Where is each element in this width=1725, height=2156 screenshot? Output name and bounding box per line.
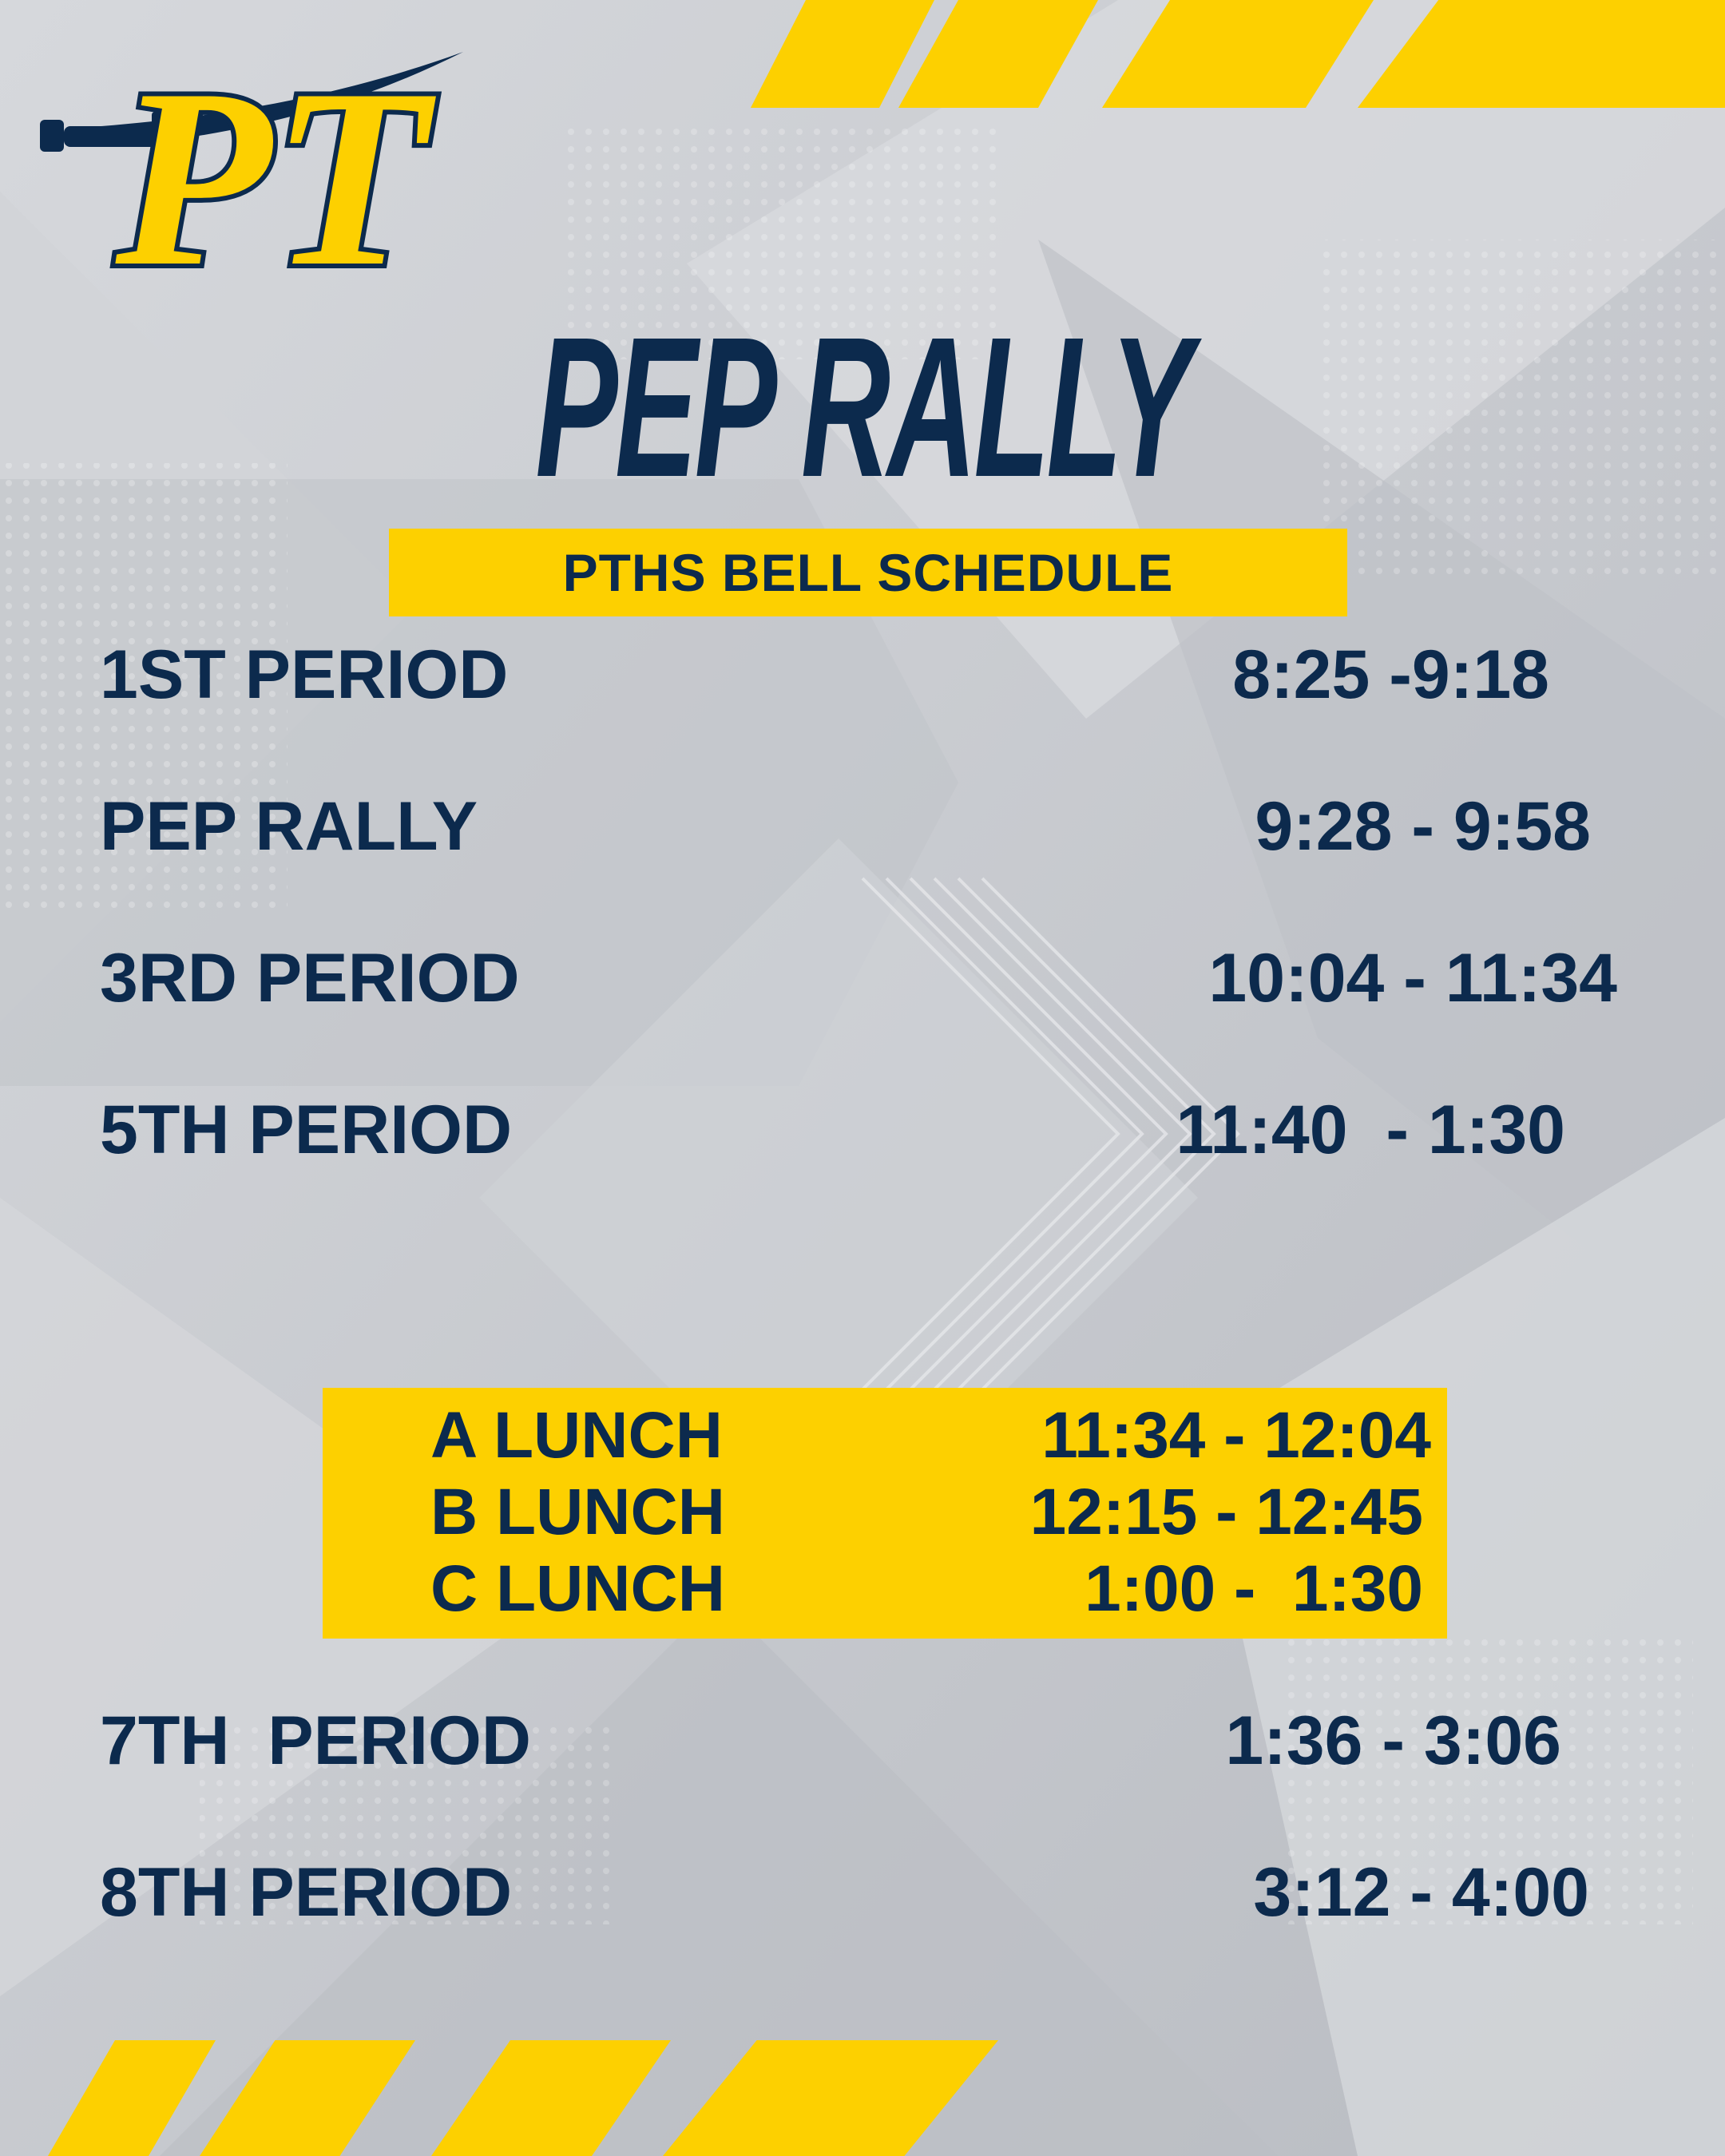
schedule-row (0, 1849, 1725, 1936)
lunch-time: 1:00 - 1:30 (1085, 1552, 1423, 1625)
lunch-row (323, 1551, 1447, 1627)
schedule-row (0, 631, 1725, 719)
period-time: 1:36 - 3:06 (1225, 1702, 1561, 1779)
period-time: 9:28 - 9:58 (1255, 788, 1591, 865)
schedule-row (0, 783, 1725, 870)
period-label: 3RD PERIOD (100, 940, 520, 1017)
pt-logo-icon (32, 24, 479, 303)
lunch-time: 12:15 - 12:45 (1029, 1476, 1423, 1548)
lunch-label: A LUNCH (430, 1399, 723, 1472)
period-time: 3:12 - 4:00 (1253, 1854, 1589, 1931)
period-label: 1ST PERIOD (100, 636, 509, 713)
lunch-row (323, 1474, 1447, 1551)
period-time: 10:04 - 11:34 (1208, 940, 1617, 1017)
schedule-row (0, 934, 1725, 1022)
period-label: 5TH PERIOD (100, 1092, 513, 1168)
subtitle-text: PTHS BELL SCHEDULE (562, 543, 1174, 602)
period-label: 8TH PERIOD (100, 1854, 513, 1931)
period-label: 7TH PERIOD (100, 1702, 531, 1779)
lunch-label: B LUNCH (430, 1476, 725, 1548)
lunch-row (323, 1397, 1447, 1474)
page-title: PEP RALLY (535, 295, 1190, 518)
lunch-time: 11:34 - 12:04 (1041, 1399, 1431, 1472)
lunch-schedule-box (323, 1388, 1447, 1639)
logo-letters: PT (115, 37, 428, 303)
schedule-row (0, 1086, 1725, 1174)
period-label: PEP RALLY (100, 788, 478, 865)
subtitle-banner (389, 529, 1347, 616)
period-time: 11:40 - 1:30 (1176, 1092, 1565, 1168)
period-time: 8:25 -9:18 (1232, 636, 1549, 713)
schedule-row (0, 1697, 1725, 1785)
lunch-label: C LUNCH (430, 1552, 725, 1625)
